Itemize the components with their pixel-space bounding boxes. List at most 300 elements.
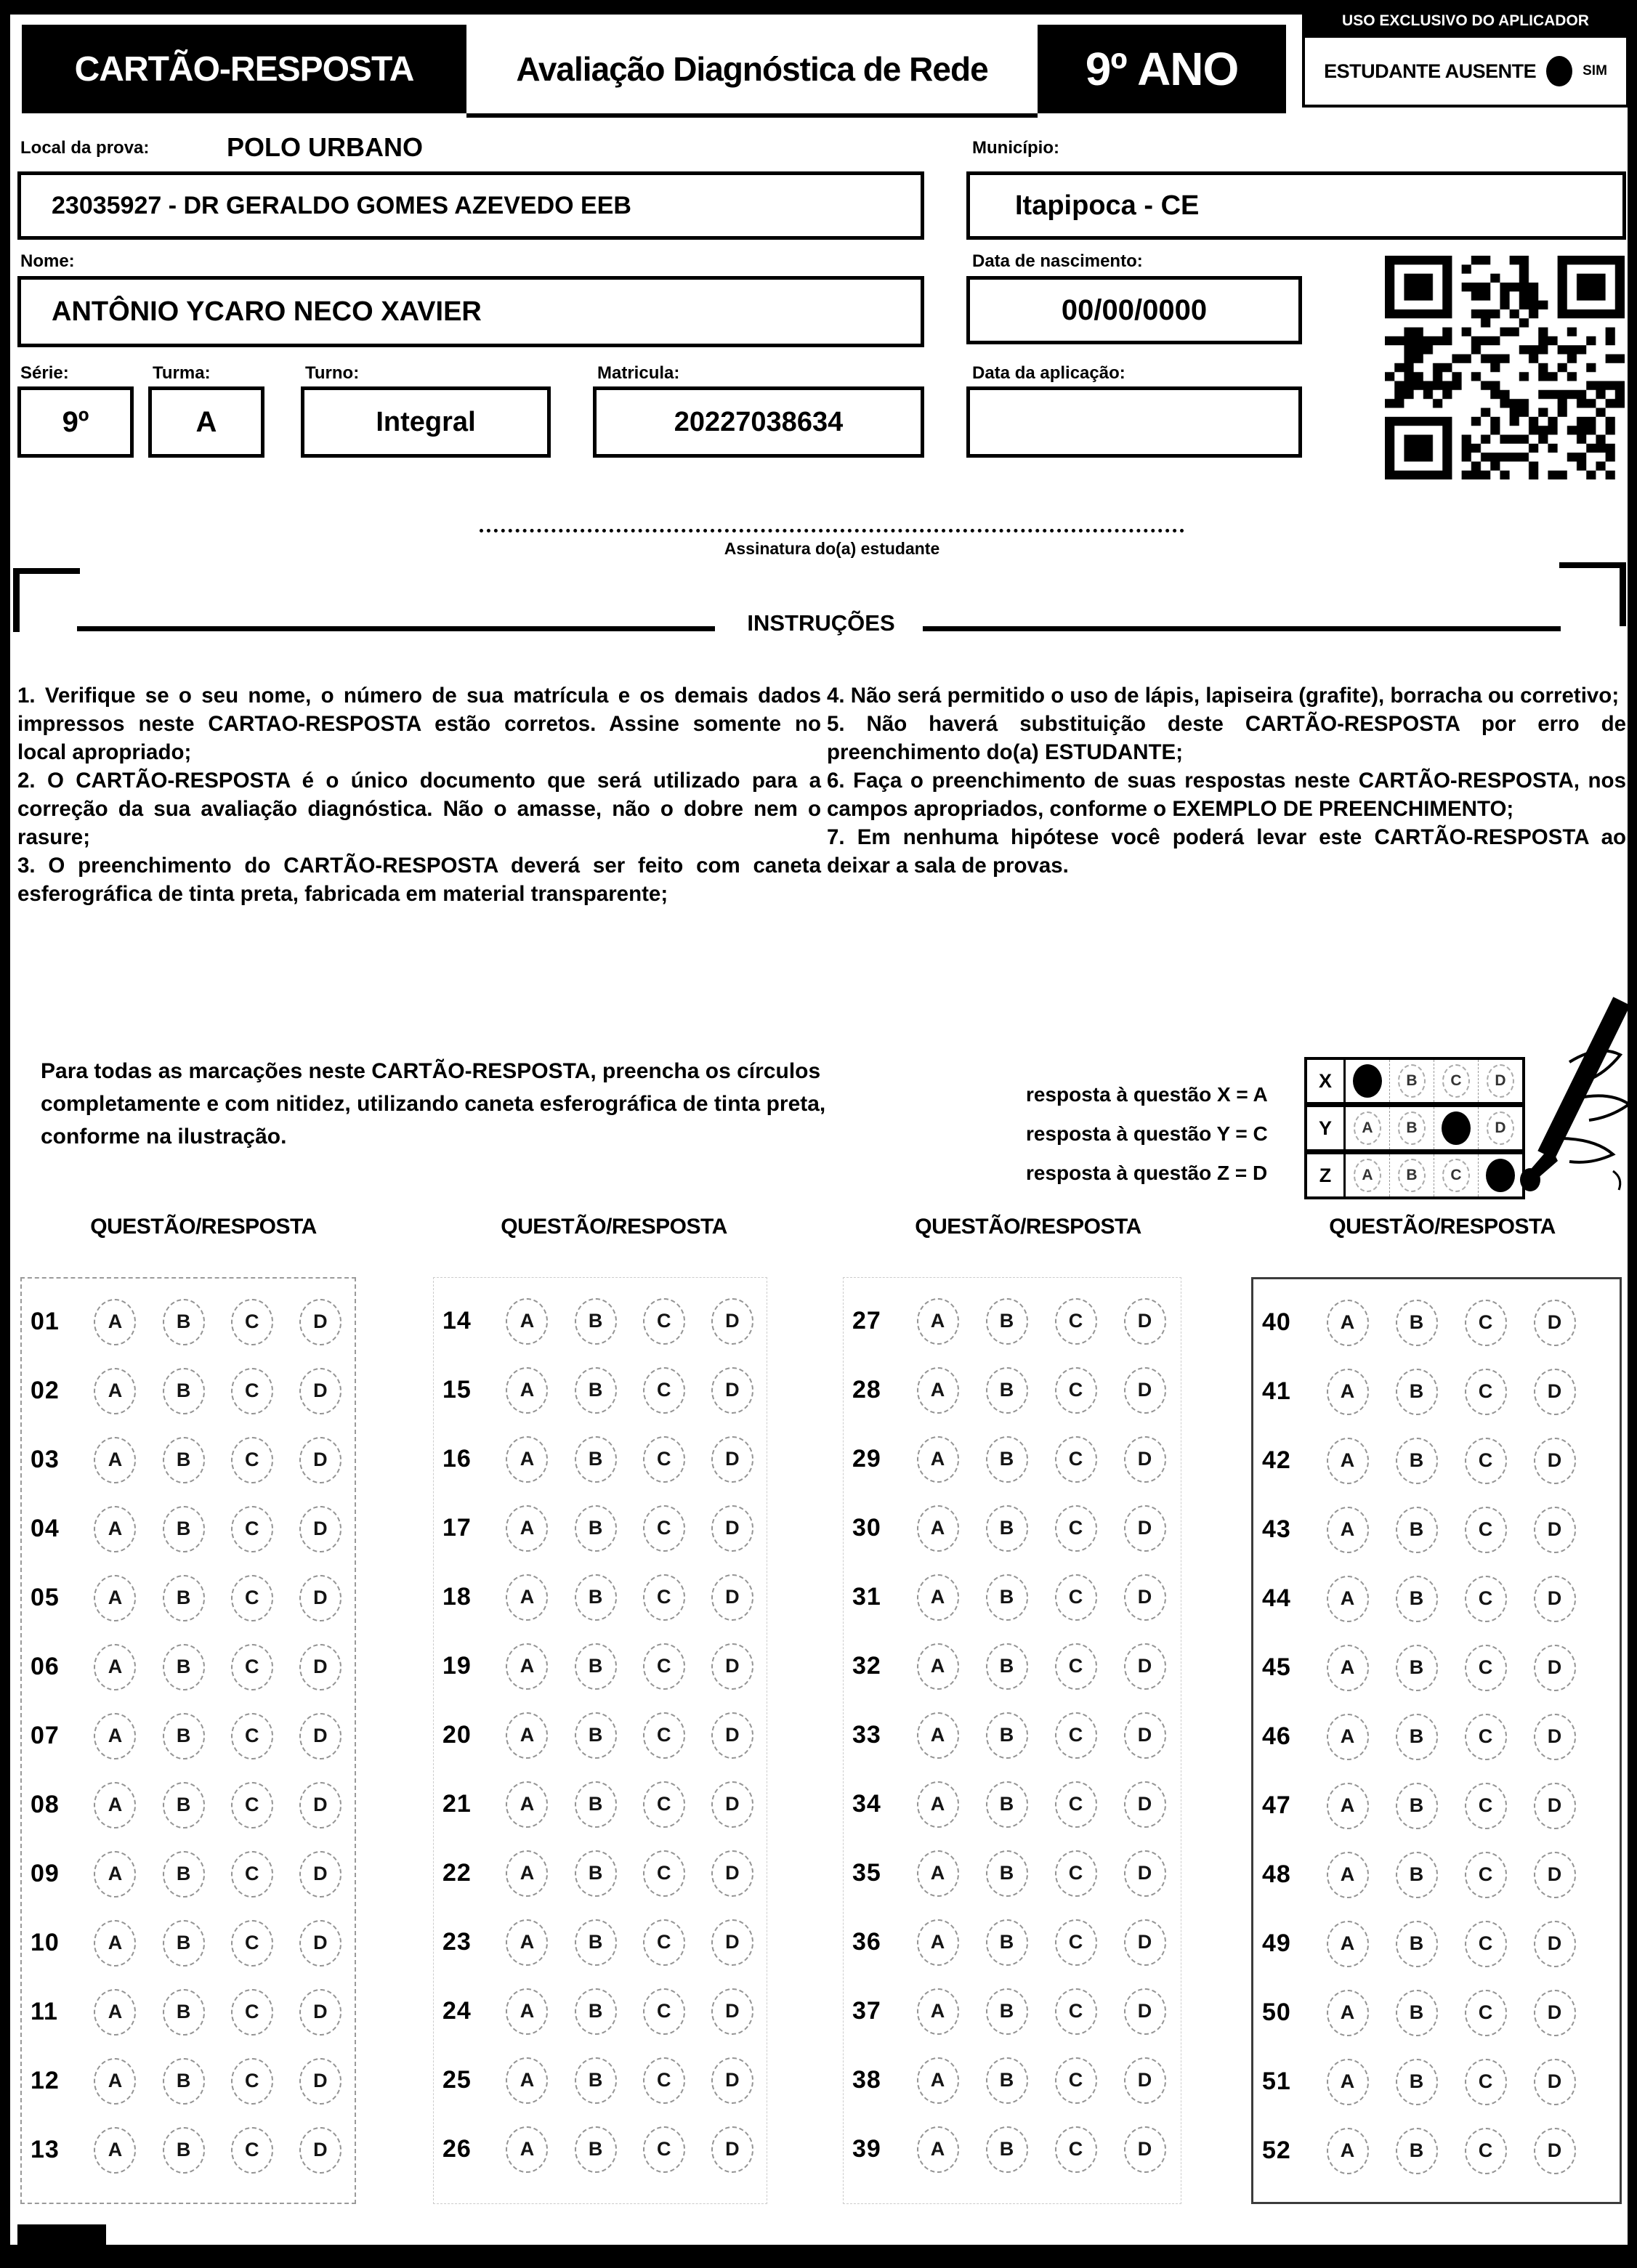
example-empty-bubble: C [1442, 1064, 1470, 1098]
question-row-08 [22, 1770, 355, 1839]
answer-bubble-48-A[interactable]: A [1327, 1852, 1369, 1898]
answer-bubble-21-B[interactable]: B [575, 1781, 617, 1828]
answer-bubble-01-B[interactable]: B [163, 1299, 205, 1345]
answer-bubble-46-B[interactable]: B [1396, 1714, 1438, 1760]
answer-bubble-26-D[interactable]: D [711, 2126, 753, 2173]
answer-bubble-35-B[interactable]: B [986, 1850, 1028, 1897]
aplicador-bar [1302, 7, 1629, 35]
option-cell [493, 1367, 561, 1414]
nome-label: Nome: [20, 251, 75, 271]
answer-bubble-22-B[interactable]: B [575, 1850, 617, 1897]
answer-bubble-48-C[interactable]: C [1465, 1852, 1507, 1898]
matricula-value: 20227038634 [674, 406, 844, 437]
answer-bubble-47-D[interactable]: D [1534, 1783, 1576, 1829]
answer-bubble-13-B[interactable]: B [163, 2127, 205, 2174]
answer-bubble-21-D[interactable]: D [711, 1781, 753, 1828]
answer-bubble-37-D[interactable]: D [1124, 1988, 1166, 2035]
answer-bubble-18-B[interactable]: B [575, 1574, 617, 1621]
answer-bubble-19-D[interactable]: D [711, 1643, 753, 1690]
answer-bubble-20-D[interactable]: D [711, 1712, 753, 1759]
answer-bubble-08-D[interactable]: D [299, 1782, 341, 1828]
answer-bubble-37-C[interactable]: C [1055, 1988, 1097, 2035]
answer-bubble-36-C[interactable]: C [1055, 1919, 1097, 1966]
answer-bubble-39-D[interactable]: D [1124, 2126, 1166, 2173]
answer-bubble-05-A[interactable]: A [94, 1575, 136, 1621]
answer-bubble-17-B[interactable]: B [575, 1505, 617, 1552]
answer-bubble-14-D[interactable]: D [711, 1298, 753, 1345]
question-number: 33 [852, 1721, 881, 1749]
answer-bubble-49-C[interactable]: C [1465, 1921, 1507, 1967]
answer-bubble-06-A[interactable]: A [94, 1644, 136, 1690]
answer-bubble-46-C[interactable]: C [1465, 1714, 1507, 1760]
aplicacao-field[interactable] [966, 386, 1302, 458]
answer-bubble-45-A[interactable]: A [1327, 1645, 1369, 1691]
option-cell [1110, 2126, 1179, 2173]
answer-bubble-08-A[interactable]: A [94, 1782, 136, 1828]
crop-mark-right [1559, 562, 1626, 568]
answer-bubble-12-A[interactable]: A [94, 2058, 136, 2105]
answer-bubble-36-A[interactable]: A [917, 1919, 959, 1966]
question-row-52 [1253, 2116, 1620, 2185]
absent-filled-bubble[interactable] [1546, 56, 1572, 86]
signature-line[interactable] [480, 529, 1184, 532]
option-cell [903, 1574, 972, 1621]
answer-bubble-09-A[interactable]: A [94, 1851, 136, 1898]
answer-bubble-06-B[interactable]: B [163, 1644, 205, 1690]
answer-bubble-11-B[interactable]: B [163, 1989, 205, 2036]
option-cell [562, 2126, 630, 2173]
answer-bubble-02-A[interactable]: A [94, 1368, 136, 1414]
answer-bubble-32-C[interactable]: C [1055, 1643, 1097, 1690]
answer-bubble-45-B[interactable]: B [1396, 1645, 1438, 1691]
question-row-07 [22, 1701, 355, 1770]
option-cell [630, 1367, 698, 1414]
page-border-bottom-stub [17, 2224, 106, 2246]
answer-bubble-31-C[interactable]: C [1055, 1574, 1097, 1621]
example-row-label: Z [1307, 1154, 1346, 1196]
answer-bubble-44-C[interactable]: C [1465, 1576, 1507, 1622]
answer-bubble-24-D[interactable]: D [711, 1988, 753, 2035]
answer-bubble-39-C[interactable]: C [1055, 2126, 1097, 2173]
example-empty-bubble: A [1354, 1159, 1381, 1192]
answer-bubble-15-C[interactable]: C [643, 1367, 685, 1414]
answer-bubble-50-C[interactable]: C [1465, 1990, 1507, 2036]
question-number: 31 [852, 1583, 881, 1611]
answer-bubble-33-C[interactable]: C [1055, 1712, 1097, 1759]
local-label: Local da prova: [20, 138, 150, 158]
answer-bubble-42-A[interactable]: A [1327, 1438, 1369, 1484]
instruction-item-right-4: 7. Em nenhuma hipótese você poderá levar este CARTÃO-RESPOSTA ao deixar a sala de provas. [827, 825, 1626, 878]
answer-bubble-07-C[interactable]: C [231, 1713, 273, 1759]
option-cell [493, 1505, 561, 1552]
aplicacao-label: Data da aplicação: [972, 363, 1125, 383]
answer-bubble-27-B[interactable]: B [986, 1298, 1028, 1345]
option-cell [493, 1643, 561, 1690]
answer-bubble-32-B[interactable]: B [986, 1643, 1028, 1690]
answer-bubble-31-D[interactable]: D [1124, 1574, 1166, 1621]
answer-bubble-31-A[interactable]: A [917, 1574, 959, 1621]
answer-bubble-10-B[interactable]: B [163, 1920, 205, 1967]
answer-bubble-32-D[interactable]: D [1124, 1643, 1166, 1690]
answer-bubble-08-C[interactable]: C [231, 1782, 273, 1828]
answer-bubble-38-A[interactable]: A [917, 2057, 959, 2104]
question-row-34 [844, 1770, 1181, 1839]
answer-bubble-22-A[interactable]: A [506, 1850, 548, 1897]
example-empty-bubble: B [1398, 1159, 1426, 1192]
answer-bubble-09-B[interactable]: B [163, 1851, 205, 1898]
answer-bubble-50-D[interactable]: D [1534, 1990, 1576, 2036]
answer-bubble-43-B[interactable]: B [1396, 1507, 1438, 1553]
question-row-14 [434, 1287, 767, 1356]
answer-bubble-33-D[interactable]: D [1124, 1712, 1166, 1759]
answer-bubble-17-C[interactable]: C [643, 1505, 685, 1552]
option-cell [1041, 1781, 1110, 1828]
answer-bubble-12-C[interactable]: C [231, 2058, 273, 2105]
answer-bubble-37-B[interactable]: B [986, 1988, 1028, 2035]
answer-bubble-05-C[interactable]: C [231, 1575, 273, 1621]
answer-bubble-51-B[interactable]: B [1396, 2059, 1438, 2105]
question-row-02 [22, 1356, 355, 1425]
answer-bubble-20-C[interactable]: C [643, 1712, 685, 1759]
answer-bubble-43-D[interactable]: D [1534, 1507, 1576, 1553]
answer-bubble-29-A[interactable]: A [917, 1436, 959, 1483]
answer-bubble-40-C[interactable]: C [1465, 1300, 1507, 1346]
answer-bubble-41-B[interactable]: B [1396, 1369, 1438, 1415]
exam-title-banner [466, 25, 1038, 118]
answer-bubble-51-D[interactable]: D [1534, 2059, 1576, 2105]
answer-bubble-09-D[interactable]: D [299, 1851, 341, 1898]
answer-bubble-51-C[interactable]: C [1465, 2059, 1507, 2105]
answer-bubble-38-C[interactable]: C [1055, 2057, 1097, 2104]
option-cell [903, 1850, 972, 1897]
answer-bubble-24-C[interactable]: C [643, 1988, 685, 2035]
option-cell [1520, 1921, 1589, 1967]
answer-bubble-15-A[interactable]: A [506, 1367, 548, 1414]
answer-bubble-52-B[interactable]: B [1396, 2128, 1438, 2174]
answer-bubble-44-A[interactable]: A [1327, 1576, 1369, 1622]
option-cell [630, 1436, 698, 1483]
answer-bubble-15-D[interactable]: D [711, 1367, 753, 1414]
answer-bubble-23-C[interactable]: C [643, 1919, 685, 1966]
answer-bubble-23-D[interactable]: D [711, 1919, 753, 1966]
answer-bubble-27-A[interactable]: A [917, 1298, 959, 1345]
answer-bubble-18-D[interactable]: D [711, 1574, 753, 1621]
option-cell [286, 1575, 355, 1621]
answer-bubble-43-A[interactable]: A [1327, 1507, 1369, 1553]
instructions-title: INSTRUÇÕES [747, 610, 895, 636]
answer-bubble-37-A[interactable]: A [917, 1988, 959, 2035]
answer-bubble-52-C[interactable]: C [1465, 2128, 1507, 2174]
answer-bubble-03-A[interactable]: A [94, 1437, 136, 1483]
answer-bubble-16-B[interactable]: B [575, 1436, 617, 1483]
answer-bubble-13-A[interactable]: A [94, 2127, 136, 2174]
answer-bubble-42-C[interactable]: C [1465, 1438, 1507, 1484]
answer-bubble-11-A[interactable]: A [94, 1989, 136, 2036]
answer-bubble-04-D[interactable]: D [299, 1506, 341, 1552]
question-number: 16 [442, 1445, 472, 1473]
answer-bubble-39-B[interactable]: B [986, 2126, 1028, 2173]
answer-bubble-52-D[interactable]: D [1534, 2128, 1576, 2174]
answer-bubble-02-C[interactable]: C [231, 1368, 273, 1414]
instruction-item-right-1: 4. Não será permitido o uso de lápis, lapiseira (grafite), borracha ou corretivo; [827, 684, 1620, 708]
answer-bubble-43-C[interactable]: C [1465, 1507, 1507, 1553]
answer-bubble-34-D[interactable]: D [1124, 1781, 1166, 1828]
answer-bubble-12-B[interactable]: B [163, 2058, 205, 2105]
answer-bubble-06-C[interactable]: C [231, 1644, 273, 1690]
answer-bubble-11-C[interactable]: C [231, 1989, 273, 2036]
answer-bubble-12-D[interactable]: D [299, 2058, 341, 2105]
answer-bubble-30-B[interactable]: B [986, 1505, 1028, 1552]
answer-bubble-21-C[interactable]: C [643, 1781, 685, 1828]
option-cell [1110, 1505, 1179, 1552]
answer-bubble-01-D[interactable]: D [299, 1299, 341, 1345]
answer-bubble-40-A[interactable]: A [1327, 1300, 1369, 1346]
answer-bubble-05-B[interactable]: B [163, 1575, 205, 1621]
answer-bubble-34-B[interactable]: B [986, 1781, 1028, 1828]
answer-bubble-46-A[interactable]: A [1327, 1714, 1369, 1760]
option-cell [903, 2126, 972, 2173]
answer-bubble-42-D[interactable]: D [1534, 1438, 1576, 1484]
answer-bubble-05-D[interactable]: D [299, 1575, 341, 1621]
answer-bubble-14-A[interactable]: A [506, 1298, 548, 1345]
answer-bubble-04-C[interactable]: C [231, 1506, 273, 1552]
serie-label: Série: [20, 363, 69, 383]
nome-value: ANTÔNIO YCARO NECO XAVIER [52, 296, 482, 327]
answer-column-4 [1251, 1277, 1622, 2204]
answer-bubble-39-A[interactable]: A [917, 2126, 959, 2173]
answer-bubble-27-C[interactable]: C [1055, 1298, 1097, 1345]
option-cell [150, 1368, 218, 1414]
answer-bubble-35-C[interactable]: C [1055, 1850, 1097, 1897]
answer-bubble-16-C[interactable]: C [643, 1436, 685, 1483]
answer-bubble-13-C[interactable]: C [231, 2127, 273, 2174]
option-cell [1520, 1576, 1589, 1622]
answer-bubble-03-D[interactable]: D [299, 1437, 341, 1483]
answer-bubble-31-B[interactable]: B [986, 1574, 1028, 1621]
answer-bubble-36-D[interactable]: D [1124, 1919, 1166, 1966]
option-cell [1313, 2128, 1382, 2174]
option-cell [1451, 1576, 1520, 1622]
answer-bubble-35-D[interactable]: D [1124, 1850, 1166, 1897]
answer-bubble-19-C[interactable]: C [643, 1643, 685, 1690]
option-cell [286, 1437, 355, 1483]
instruction-item-left-3: 3. O preenchimento do CARTÃO-RESPOSTA deverá ser feito com caneta esferográfica de tinta preta, fabricada em material transparente; [17, 854, 821, 906]
instructions-rule-left [77, 626, 715, 631]
option-cell [218, 2127, 286, 2174]
answer-bubble-29-C[interactable]: C [1055, 1436, 1097, 1483]
answer-bubble-01-C[interactable]: C [231, 1299, 273, 1345]
option-cell [1520, 2128, 1589, 2174]
answer-bubble-28-C[interactable]: C [1055, 1367, 1097, 1414]
answer-bubble-25-B[interactable]: B [575, 2057, 617, 2104]
nascimento-field [966, 276, 1302, 344]
answer-bubble-30-A[interactable]: A [917, 1505, 959, 1552]
question-row-16 [434, 1425, 767, 1494]
grid-header-1: QUESTÃO/RESPOSTA [90, 1215, 317, 1239]
option-cell [1041, 1643, 1110, 1690]
answer-bubble-26-C[interactable]: C [643, 2126, 685, 2173]
answer-bubble-41-C[interactable]: C [1465, 1369, 1507, 1415]
answer-bubble-25-D[interactable]: D [711, 2057, 753, 2104]
answer-bubble-52-A[interactable]: A [1327, 2128, 1369, 2174]
option-cell [972, 1505, 1041, 1552]
question-number: 22 [442, 1859, 472, 1887]
option-cell [562, 1781, 630, 1828]
answer-bubble-02-B[interactable]: B [163, 1368, 205, 1414]
answer-bubble-27-D[interactable]: D [1124, 1298, 1166, 1345]
answer-bubble-20-B[interactable]: B [575, 1712, 617, 1759]
answer-bubble-11-D[interactable]: D [299, 1989, 341, 2036]
option-cell [972, 1850, 1041, 1897]
answer-bubble-34-C[interactable]: C [1055, 1781, 1097, 1828]
answer-bubble-28-D[interactable]: D [1124, 1367, 1166, 1414]
option-cell [698, 1574, 767, 1621]
answer-bubble-36-B[interactable]: B [986, 1919, 1028, 1966]
answer-bubble-47-C[interactable]: C [1465, 1783, 1507, 1829]
option-cell [218, 1368, 286, 1414]
instruction-item-right-3: 6. Faça o preenchimento de suas respostas neste CARTÃO-RESPOSTA, nos campos apropriados, conforme o EXEMPLO DE PREENCHIMENTO; [827, 769, 1626, 821]
answer-bubble-24-B[interactable]: B [575, 1988, 617, 2035]
answer-bubble-50-B[interactable]: B [1396, 1990, 1438, 2036]
answer-bubble-01-A[interactable]: A [94, 1299, 136, 1345]
answer-bubble-23-B[interactable]: B [575, 1919, 617, 1966]
option-cell [903, 1988, 972, 2035]
option-cell [903, 1781, 972, 1828]
question-number: 14 [442, 1307, 472, 1335]
answer-bubble-38-D[interactable]: D [1124, 2057, 1166, 2104]
question-number: 05 [31, 1584, 60, 1611]
answer-bubble-47-A[interactable]: A [1327, 1783, 1369, 1829]
answer-bubble-16-A[interactable]: A [506, 1436, 548, 1483]
answer-bubble-18-C[interactable]: C [643, 1574, 685, 1621]
answer-bubble-14-B[interactable]: B [575, 1298, 617, 1345]
option-cell [1451, 1921, 1520, 1967]
answer-bubble-28-B[interactable]: B [986, 1367, 1028, 1414]
question-number: 52 [1262, 2137, 1291, 2164]
question-row-12 [22, 2046, 355, 2115]
answer-bubble-28-A[interactable]: A [917, 1367, 959, 1414]
answer-bubble-13-D[interactable]: D [299, 2127, 341, 2174]
answer-bubble-07-B[interactable]: B [163, 1713, 205, 1759]
answer-bubble-06-D[interactable]: D [299, 1644, 341, 1690]
question-row-47 [1253, 1771, 1620, 1840]
answer-bubble-40-D[interactable]: D [1534, 1300, 1576, 1346]
answer-bubble-50-A[interactable]: A [1327, 1990, 1369, 2036]
answer-bubble-30-C[interactable]: C [1055, 1505, 1097, 1552]
question-number: 45 [1262, 1653, 1291, 1681]
answer-bubble-22-D[interactable]: D [711, 1850, 753, 1897]
answer-bubble-16-D[interactable]: D [711, 1436, 753, 1483]
question-number: 39 [852, 2135, 881, 2163]
answer-bubble-51-A[interactable]: A [1327, 2059, 1369, 2105]
answer-bubble-08-B[interactable]: B [163, 1782, 205, 1828]
option-cell [630, 1505, 698, 1552]
answer-bubble-47-B[interactable]: B [1396, 1783, 1438, 1829]
answer-bubble-45-C[interactable]: C [1465, 1645, 1507, 1691]
answer-bubble-14-C[interactable]: C [643, 1298, 685, 1345]
answer-bubble-49-D[interactable]: D [1534, 1921, 1576, 1967]
answer-bubble-48-D[interactable]: D [1534, 1852, 1576, 1898]
option-cell [493, 2057, 561, 2104]
answer-bubble-07-D[interactable]: D [299, 1713, 341, 1759]
answer-bubble-10-A[interactable]: A [94, 1920, 136, 1967]
answer-bubble-45-D[interactable]: D [1534, 1645, 1576, 1691]
answer-bubble-41-A[interactable]: A [1327, 1369, 1369, 1415]
answer-bubble-20-A[interactable]: A [506, 1712, 548, 1759]
question-number: 21 [442, 1790, 472, 1818]
option-cell [218, 2058, 286, 2105]
answer-bubble-49-A[interactable]: A [1327, 1921, 1369, 1967]
option-cell [903, 2057, 972, 2104]
answer-bubble-46-D[interactable]: D [1534, 1714, 1576, 1760]
answer-bubble-03-B[interactable]: B [163, 1437, 205, 1483]
answer-bubble-23-A[interactable]: A [506, 1919, 548, 1966]
answer-bubble-30-D[interactable]: D [1124, 1505, 1166, 1552]
answer-bubble-38-B[interactable]: B [986, 2057, 1028, 2104]
answer-bubble-17-A[interactable]: A [506, 1505, 548, 1552]
answer-bubble-29-B[interactable]: B [986, 1436, 1028, 1483]
option-cell [1520, 1438, 1589, 1484]
answer-bubble-19-A[interactable]: A [506, 1643, 548, 1690]
answer-bubble-10-D[interactable]: D [299, 1920, 341, 1967]
answer-bubble-04-B[interactable]: B [163, 1506, 205, 1552]
question-row-46 [1253, 1702, 1620, 1771]
answer-bubble-04-A[interactable]: A [94, 1506, 136, 1552]
answer-bubble-15-B[interactable]: B [575, 1367, 617, 1414]
answer-bubble-44-D[interactable]: D [1534, 1576, 1576, 1622]
answer-bubble-03-C[interactable]: C [231, 1437, 273, 1483]
option-cell [562, 1367, 630, 1414]
answer-bubble-19-B[interactable]: B [575, 1643, 617, 1690]
option-cell [1451, 1714, 1520, 1760]
answer-bubble-34-A[interactable]: A [917, 1781, 959, 1828]
answer-bubble-18-A[interactable]: A [506, 1574, 548, 1621]
answer-bubble-26-B[interactable]: B [575, 2126, 617, 2173]
answer-bubble-22-C[interactable]: C [643, 1850, 685, 1897]
question-row-06 [22, 1632, 355, 1701]
answer-bubble-26-A[interactable]: A [506, 2126, 548, 2173]
answer-bubble-33-B[interactable]: B [986, 1712, 1028, 1759]
answer-bubble-21-A[interactable]: A [506, 1781, 548, 1828]
turno-value: Integral [376, 406, 476, 437]
answer-bubble-42-B[interactable]: B [1396, 1438, 1438, 1484]
answer-bubble-44-B[interactable]: B [1396, 1576, 1438, 1622]
instruction-item-left-2: 2. O CARTÃO-RESPOSTA é o único documento que será utilizado para a correção da sua avaliação diagnóstica. Não o amasse, não o dobre nem o rasure; [17, 769, 821, 849]
answer-bubble-25-C[interactable]: C [643, 2057, 685, 2104]
answer-bubble-24-A[interactable]: A [506, 1988, 548, 2035]
answer-bubble-02-D[interactable]: D [299, 1368, 341, 1414]
answer-bubble-17-D[interactable]: D [711, 1505, 753, 1552]
answer-bubble-07-A[interactable]: A [94, 1713, 136, 1759]
answer-bubble-35-A[interactable]: A [917, 1850, 959, 1897]
answer-bubble-09-C[interactable]: C [231, 1851, 273, 1898]
answer-bubble-25-A[interactable]: A [506, 2057, 548, 2104]
example-filled-bubble [1353, 1064, 1382, 1098]
serie-value: 9º [62, 405, 89, 438]
option-cell [286, 1368, 355, 1414]
answer-bubble-29-D[interactable]: D [1124, 1436, 1166, 1483]
question-row-09 [22, 1839, 355, 1908]
answer-bubble-32-A[interactable]: A [917, 1643, 959, 1690]
answer-bubble-49-B[interactable]: B [1396, 1921, 1438, 1967]
answer-bubble-33-A[interactable]: A [917, 1712, 959, 1759]
answer-bubble-48-B[interactable]: B [1396, 1852, 1438, 1898]
answer-bubble-10-C[interactable]: C [231, 1920, 273, 1967]
answer-bubble-40-B[interactable]: B [1396, 1300, 1438, 1346]
answer-bubble-41-D[interactable]: D [1534, 1369, 1576, 1415]
option-cell [972, 1367, 1041, 1414]
example-option-X-B [1390, 1060, 1434, 1102]
